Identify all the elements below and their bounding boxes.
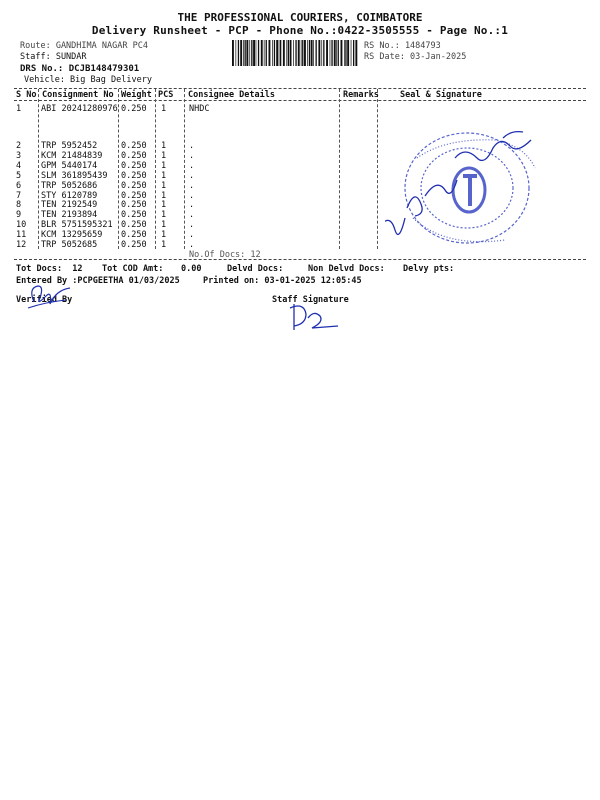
row-consignee: .: [189, 220, 195, 231]
barcode-bar: [253, 40, 255, 66]
row-pcs: 1: [161, 200, 167, 211]
row-weight: 0.250: [121, 180, 147, 191]
no-of-docs: No.Of Docs: 12: [189, 250, 261, 260]
row-consignment: TRP 5052685: [41, 240, 98, 250]
row-weight: 0.250: [121, 170, 147, 181]
staff-signature-label: Staff Signature: [272, 295, 349, 305]
row-consignment: TEN 2192549: [41, 200, 98, 211]
barcode-bar: [280, 40, 281, 66]
row-consignee: .: [189, 150, 195, 161]
barcode-bar: [264, 40, 265, 66]
table-top-rule: [14, 88, 586, 89]
barcode-bar: [355, 40, 357, 66]
row-weight: 0.250: [121, 230, 147, 241]
tot-cod-value: 0.00: [181, 264, 202, 274]
row-weight: 0.250: [121, 220, 147, 231]
barcode-bar: [232, 40, 234, 66]
row-consignment: BLR 5751595321: [41, 220, 113, 231]
row-consignment: KCM 21484839: [41, 150, 103, 161]
row-weight: 0.250: [121, 150, 147, 161]
printed-on: Printed on: 03-01-2025 12:05:45: [203, 276, 362, 286]
row-weight: 0.250: [121, 104, 147, 114]
row-consignee: .: [189, 160, 195, 171]
row-weight: 0.250: [121, 210, 147, 221]
barcode-bar: [276, 40, 278, 66]
col-divider: [339, 89, 340, 249]
vehicle-label: Vehicle: Big Bag Delivery: [24, 75, 152, 85]
barcode-bar: [302, 40, 303, 66]
row-sno: 10: [16, 220, 27, 231]
row-pcs: 1: [161, 150, 167, 161]
barcode-bar: [246, 40, 248, 66]
row-consignment: ABI 20241280976: [41, 104, 118, 114]
barcode-bar: [334, 40, 336, 66]
barcode-bar: [238, 40, 239, 66]
row-sno: 12: [16, 240, 27, 250]
verified-by: Verified By: [16, 295, 73, 305]
row-pcs: 1: [161, 141, 167, 151]
row-pcs: 1: [161, 180, 167, 191]
barcode-bar: [351, 40, 352, 66]
col-divider: [184, 89, 185, 249]
barcode-bar: [323, 40, 324, 66]
col-divider: [38, 89, 39, 249]
barcode-bar: [261, 40, 263, 66]
header-pcs: PCS: [158, 90, 174, 100]
rs-date: RS Date: 03-Jan-2025: [364, 52, 467, 62]
barcode-bar: [311, 40, 313, 66]
row-consignee: .: [189, 200, 195, 211]
barcode-bar: [256, 40, 257, 66]
drs-number: DRS No.: DCJB148479301: [20, 64, 140, 74]
verified-by-signature: [26, 280, 76, 314]
staff-label: Staff: SUNDAR: [20, 52, 87, 62]
delvd-docs: Delvd Docs:: [227, 264, 284, 274]
row-sno: 4: [16, 160, 22, 171]
col-divider: [155, 89, 156, 249]
header-sno: S No: [16, 90, 37, 100]
runsheet-subtitle: Delivery Runsheet - PCP - Phone No.:0422-3505555 - Page No.:1: [91, 24, 509, 37]
row-weight: 0.250: [121, 141, 147, 151]
table-bottom-rule: [14, 259, 586, 260]
company-seal-stamp: [385, 118, 565, 258]
row-sno: 5: [16, 170, 22, 181]
barcode-bar: [295, 40, 296, 66]
barcode-bar: [344, 40, 345, 66]
barcode-bar: [274, 40, 275, 66]
row-consignee: .: [189, 190, 195, 201]
barcode-bar: [290, 40, 292, 66]
barcode-bar: [345, 40, 346, 66]
barcode-bar: [258, 40, 259, 66]
row-consignee: .: [189, 141, 195, 151]
row-pcs: 1: [161, 160, 167, 171]
barcode-bar: [330, 40, 331, 66]
col-divider: [377, 89, 378, 249]
header-consignment: Consignment No: [42, 90, 114, 100]
row-weight: 0.250: [121, 240, 147, 250]
barcode-bar: [286, 40, 287, 66]
row-sno: 11: [16, 230, 27, 241]
barcode-bar: [298, 40, 300, 66]
header-weight: Weight: [121, 90, 152, 100]
barcode-bar: [243, 40, 244, 66]
tot-docs: Tot Docs: 12: [16, 264, 83, 274]
barcode-bar: [326, 40, 328, 66]
barcode-bar: [266, 40, 267, 66]
row-weight: 0.250: [121, 160, 147, 171]
row-sno: 8: [16, 200, 22, 211]
row-consignee: .: [189, 210, 195, 221]
row-sno: 2: [16, 141, 22, 151]
row-sno: 1: [16, 104, 22, 114]
barcode-bar: [269, 40, 271, 66]
barcode-bar: [338, 40, 339, 66]
header-remarks: Remarks: [343, 90, 379, 100]
header-consignee: Consignee Details: [188, 90, 275, 100]
row-weight: 0.250: [121, 190, 147, 201]
row-pcs: 1: [161, 210, 167, 221]
row-pcs: 1: [161, 190, 167, 201]
barcode-bar: [236, 40, 237, 66]
barcode-bar: [301, 40, 302, 66]
barcode-bar: [293, 40, 294, 66]
barcode-bar: [309, 40, 310, 66]
barcode-bar: [336, 40, 337, 66]
row-consignment: GPM 5440174: [41, 160, 98, 171]
page-title: THE PROFESSIONAL COURIERS, COIMBATORE: [177, 11, 423, 24]
barcode-bar: [245, 40, 246, 66]
delvy-pts: Delvy pts:: [403, 264, 455, 274]
barcode-bar: [272, 40, 273, 66]
row-consignment: TEN 2193894: [41, 210, 98, 221]
row-consignee: .: [189, 170, 195, 181]
header-seal-signature: Seal & Signature: [400, 90, 482, 100]
route-label: Route: GANDHIMA NAGAR PC4: [20, 41, 148, 51]
row-sno: 6: [16, 180, 22, 191]
row-consignment: TRP 5052686: [41, 180, 98, 191]
barcode-bar: [249, 40, 250, 66]
barcode-bar: [288, 40, 289, 66]
row-consignment: STY 6120789: [41, 190, 98, 201]
rs-number: RS No.: 1484793: [364, 41, 441, 51]
barcode-bar: [251, 40, 252, 66]
barcode-bar: [304, 40, 306, 66]
row-pcs: 1: [161, 220, 167, 231]
row-consignee: .: [189, 240, 195, 250]
row-weight: 0.250: [121, 200, 147, 211]
row-sno: 7: [16, 190, 22, 201]
barcode-bar: [321, 40, 322, 66]
entered-by: Entered By :PCPGEETHA 01/03/2025: [16, 276, 180, 286]
col-divider: [118, 89, 119, 249]
row-pcs: 1: [161, 230, 167, 241]
row-consignee: NHDC: [189, 104, 210, 114]
row-pcs: 1: [161, 240, 167, 250]
barcode-bar: [240, 40, 242, 66]
tot-cod-label: Tot COD Amt:: [102, 264, 164, 274]
row-sno: 3: [16, 150, 22, 161]
staff-signature: [286, 300, 346, 336]
row-pcs: 1: [161, 170, 167, 181]
row-consignment: SLM 361895439: [41, 170, 108, 181]
table-header-rule: [14, 100, 586, 101]
barcode-bar: [341, 40, 343, 66]
row-consignment: TRP 5952452: [41, 141, 98, 151]
barcode-bar: [318, 40, 320, 66]
barcode-bar: [347, 40, 349, 66]
row-consignment: KCM 13295659: [41, 230, 103, 241]
row-consignee: .: [189, 230, 195, 241]
row-consignee: .: [189, 180, 195, 191]
barcode-bar: [307, 40, 308, 66]
barcode-bar: [279, 40, 280, 66]
barcode: [232, 40, 358, 66]
barcode-bar: [353, 40, 354, 66]
barcode-bar: [331, 40, 332, 66]
row-pcs: 1: [161, 104, 167, 114]
non-delvd-docs: Non Delvd Docs:: [308, 264, 385, 274]
barcode-bar: [283, 40, 285, 66]
row-sno: 9: [16, 210, 22, 221]
barcode-bar: [313, 40, 314, 66]
barcode-bar: [316, 40, 317, 66]
